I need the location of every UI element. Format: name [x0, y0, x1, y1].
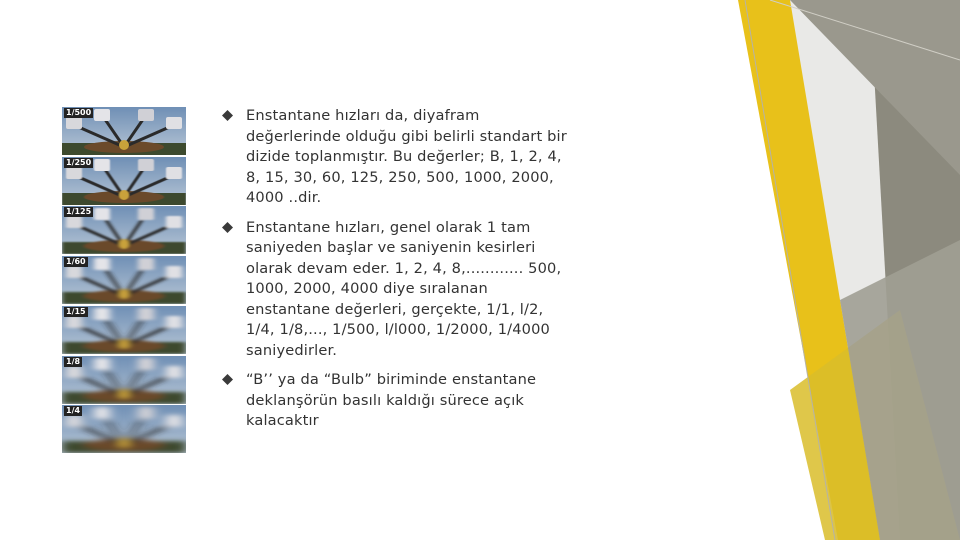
bullet-item	[222, 370, 572, 432]
shutter-photo-frame	[62, 356, 186, 404]
shutter-speed-label: 1/500	[66, 108, 92, 117]
shutter-photo-frame	[62, 157, 186, 205]
diamond-bullet-icon	[222, 222, 233, 233]
bullet-item	[222, 218, 572, 362]
bullet-list	[222, 106, 572, 441]
bullet-item	[222, 106, 572, 209]
diamond-bullet-icon	[222, 110, 233, 121]
shutter-speed-label: 1/4	[66, 406, 81, 416]
bullet-text: “B’’ ya da “Bulb” biriminde enstantane deklanşörün basılı kaldığı sürece açık kalacaktır	[246, 371, 537, 429]
shutter-speed-photo-strip	[62, 107, 186, 453]
bullet-text: Enstantane hızları, genel olarak 1 tam saniyeden başlar ve saniyenin kesirleri olarak devam eder. 1, 2, 4, 8,............ 500, 1000, 2000, 4000 diye sıralanan enstantane değerleri, gerçekte, 1/1, l/2, 1/4, 1/8,..., 1/500, l/l000, 1/2000, 1/4000 saniyedirler.	[246, 218, 562, 359]
bullet-text: Enstantane hızları da, diyafram değerlerinde olduğu gibi belirli standart bir dizide toplanmıştır. Bu değerler; B, 1, 2, 4, 8, 15, 30, 60, 125, 250, 500, 1000, 2000, 4000 ..dir.	[246, 107, 567, 206]
shutter-speed-label: 1/60	[66, 257, 86, 267]
shutter-speed-label: 1/250	[66, 157, 92, 167]
shutter-photo-frame	[62, 256, 186, 304]
shutter-photo-frame	[62, 206, 186, 254]
shutter-photo-frame	[62, 107, 186, 155]
shutter-speed-label: 1/125	[66, 207, 92, 217]
shutter-photo-frame	[62, 306, 186, 354]
shutter-photo-frame	[62, 405, 186, 453]
diamond-bullet-icon	[222, 374, 233, 385]
shutter-speed-label: 1/15	[66, 306, 86, 316]
shutter-speed-label: 1/8	[66, 356, 81, 366]
